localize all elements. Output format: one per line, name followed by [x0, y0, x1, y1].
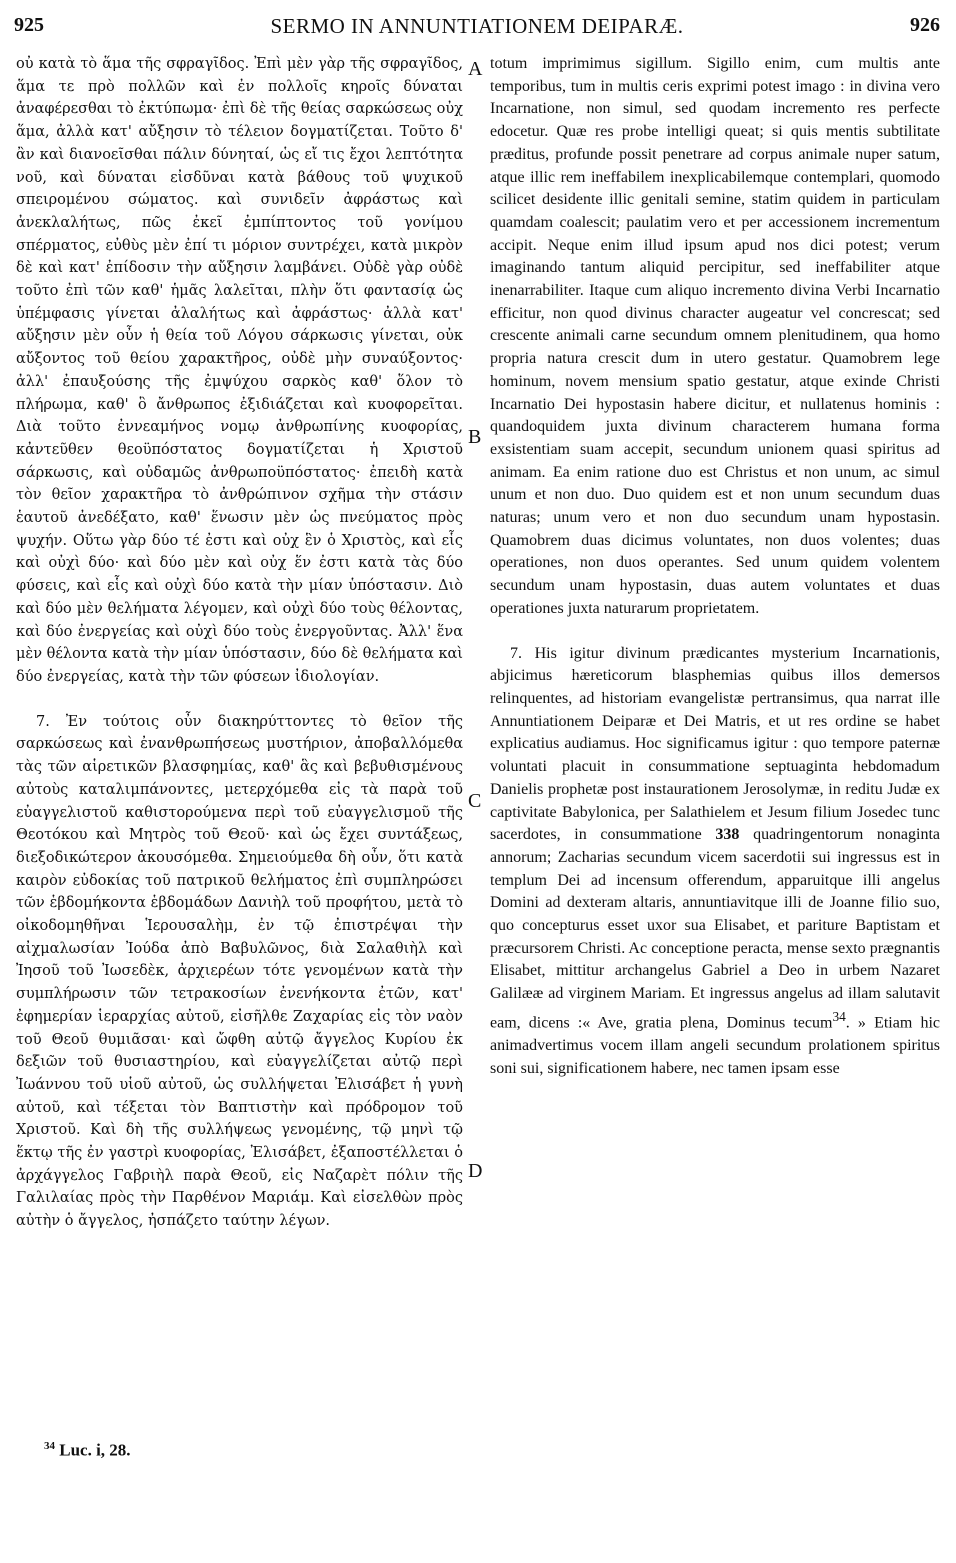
- greek-column: [16, 53, 463, 1233]
- page-number-left: 925: [14, 14, 44, 36]
- latin-paragraph-2: [490, 643, 940, 1081]
- margin-marker-c: C: [468, 790, 482, 812]
- footnote: [44, 1440, 131, 1461]
- latin-p2-text-b: quadringentorum nonaginta annorum; Zacharias secundum vicem sacerdotii sui ingressus est in templum Dei ad incensum offerendum, apparuitque illi angelus Domini ad dexteram altaris, annuntiavitque illi de Joanne filio suo, quo concepturus esset uxor sua Elisabet, et pariture Baptistam et præcursorem Christi. Ac conceptione peracta, mense sexto prægnantis Elisabet, mittitur archangelus Gabriel a Deo in urbem Nazaret Galilææ ad virginem Mariam. Et ingressus angelus ad illam salutavit eam, dicens :« Ave, gratia plena, Dominus tecum: [490, 826, 941, 1032]
- footnote-ref: 34: [832, 1008, 846, 1024]
- footnote-mark: 34: [44, 1440, 55, 1452]
- footnote-text: Luc. i, 28.: [59, 1440, 131, 1460]
- latin-p2-text-a: 7. His igitur divinum prædicantes mysterium Incarnationis, abjicimus hæreticorum blasphemias quibus illos demersos relinquentes, ad historiam evangelistæ pertransimus, qua narrat ille Annuntiationem Deiparæ et Dei Matris, et ut res ordine se habet explicatius audiamus. Hoc significamus igitur : quo tempore paternæ voluntati placuit in consummatione septuaginta hebdomadum Danielis prophetæ post instaurationem Jerosolymæ, in reditu Judæ ex captivitate Babylonica, per Salathielem et Jesum filium Josedec tunc sacerdotes, in consummatione: [490, 644, 940, 844]
- margin-marker-b: B: [468, 426, 482, 448]
- running-title: SERMO IN ANNUNTIATIONEM DEIPARÆ.: [270, 14, 684, 38]
- greek-paragraph-1: οὐ κατὰ τὸ ἅμα τῆς σφραγῖδος. Ἐπὶ μὲν γὰρ τῆς σφραγῖδος, ἅμα τε πρὸ πολλῶν καὶ ἐν πολλοῖς κηροῖς δύναται ἀναφέρεσθαι τὸ ἐκτύπωμα· ἐπὶ δὲ τῆς θείας σαρκώσεως οὐχ ἅμα, ἀλλὰ κατ' αὔξησιν τὸ τέλειον δογματίζεται. Τοῦτο δ' ἂν καὶ διανοεῖσθαι πάλιν δύνηταί, ὡς εἴ τις ἔχοι λεπτότητα νοῦ, καὶ δύναται εἰσδῦναι κατὰ βάθους τοῦ ψυχικοῦ σπειρομένου σώματος. καὶ συνιδεῖν ἀφράστως καὶ ἀνεκλαλήτως, πῶς ἐκεῖ ἐμπίπτοντος τοῦ γονίμου σπέρματος, εὐθὺς μὲν ἐπί τι μόριον συντρέχει, κατὰ μικρὸν δὲ καὶ κατ' ἐπίδοσιν τὴν αὔξησιν λαμβάνει. Οὐδὲ γὰρ οὐδὲ τοῦτο ἐπὶ τῶν καθ' ἡμᾶς λαλεῖται, πλὴν ὅτι φαντασίᾳ ὡς ὑπέμφασις γίνεται ἀλαλήτως καὶ ἀφράστως· ἀλλὰ κατ' αὔξησιν μὲν οὖν ἡ θεία τοῦ Λόγου σάρκωσις γίνεται, οὐκ αὔξοντος τοῦ θείου χαρακτῆρος, οὐδὲ μὴν συναύξοντος· ἀλλ' ἐπαυξούσης τῆς ἐμψύχου σαρκὸς καθ' ὅλον τὸ πλήρωμα, καθ' ὃ ἄνθρωπος ἐξιδιάζεται καὶ κυοφορεῖται. Διὰ τοῦτο ἐννεαμήνος νομῳ ἀνθρωπίνης κυοφορίας, κἀντεῦθεν θεοϋπόστατος δογματίζεται ἡ Χριστοῦ σάρκωσις, καὶ οὐδαμῶς ἀνθρωποϋπόστατος· ἐπειδὴ κατὰ τὸν θεῖον χαρακτῆρα τὸ ἀνθρώπινον σχῆμα τὴν στάσιν ἑαυτοῦ ἀνεδέξατο, καθ' ἕνωσιν μὲν ὡς πνεύματος πρὸς ψυχήν. Οὕτω γὰρ δύο τέ ἐστι καὶ οὐχ ἓν ὁ Χριστὸς, καὶ εἷς καὶ οὐχὶ δύο· καὶ δύο μὲν καὶ οὐχ ἕν ἐστι κατὰ τὰς δύο φύσεις, καὶ εἷς καὶ οὐχὶ δύο κατὰ τὴν μίαν ὑπόστασιν. Διὸ καὶ δύο μὲν θελήματα λέγομεν, καὶ οὐχὶ δύο τοὺς θέλοντας, καὶ δύο ἐνεργείας καὶ οὐχὶ δύο τοὺς ἐνεργοῦντας. Ἀλλ' ἕνα μὲν θέλοντα κατὰ τὴν μίαν ὑπόστασιν, δύο δὲ θελήματα καὶ δύο ἐνεργείας, κατὰ τὴν τῶν φύσεων ἰδιολογίαν.: [16, 56, 463, 685]
- margin-marker-a: A: [468, 58, 483, 80]
- greek-paragraph-2: 7. Ἐν τούτοις οὖν διακηρύττοντες τὸ θεῖον τῆς σαρκώσεως καὶ ἐνανθρωπήσεως μυστήριον, ἀποβαλλόμεθα τὰς τῶν αἱρετικῶν βλασφημίας, καθ' ἃς καὶ βεβυθισμένους αὐτοὺς καταλιμπάνοντες, μετερχόμεθα εἰς τὰ παρὰ τοῦ εὐαγγελιστοῦ καθιστορούμενα περὶ τοῦ εὐαγγελισμοῦ τῆς Θεοτόκου καὶ Μητρὸς τοῦ Θεοῦ· καὶ ὡς ἔχει συντάξεως, διεξοδικώτερον ἀκουσόμεθα. Σημειούμεθα δὴ οὖν, ὅτι κατὰ καιρὸν εὐδοκίας τοῦ πατρικοῦ θελήματος ἐπὶ συμπληρώσει τῶν ἑβδομήκοντα ἑβδομάδων Δανιὴλ τοῦ προφήτου, μετὰ τὸ οἰκοδομηθῆναι Ἱερουσαλὴμ, ἐν τῷ ἐπιστρέψαι τὴν αἰχμαλωσίαν Ἰούδα ἀπὸ Βαβυλῶνος, διὰ Σαλαθιὴλ καὶ Ἰησοῦ τοῦ Ἰωσεδὲκ, ἀρχιερέων τότε γενομένων κατὰ τὴν συμπλήρωσιν τῶν τετρακοσίων ἐνενήκοντα ἐτῶν, κατ' ἐφημερίαν ἱεραρχίας αὐτοῦ, εἰσῆλθε Ζαχαρίας εἰς τὸν ναὸν τοῦ Θεοῦ θυμιᾶσαι· καὶ ὤφθη αὐτῷ ἄγγελος Κυρίου ἐκ δεξιῶν τοῦ θυσιαστηρίου, καὶ εὐαγγελίζεται αὐτῷ περὶ Ἰωάννου τοῦ υἱοῦ αὐτοῦ, ὡς συλλήψεται Ἐλισάβετ ἡ γυνὴ αὐτοῦ, καὶ τέξεται τὸν Βαπτιστὴν καὶ πρόδρομον τοῦ Χριστοῦ. Καὶ δὴ τῆς συλλήψεως γενομένης, τῷ μηνὶ τῷ ἕκτῳ τῆς ἐν γαστρὶ κυοφορίας, Ἐλισάβετ, ἐξαποστέλλεται ὁ ἀρχάγγελος Γαβριὴλ παρὰ Θεοῦ, εἰς Ναζαρὲτ πόλιν τῆς Γαλιλαίας πρὸς τὴν Παρθένον Μαριάμ. Καὶ εἰσελθὼν πρὸς αὐτὴν ὁ ἄγγελος, ἠσπάζετο ταύτην λέγων.: [16, 713, 463, 1230]
- latin-column: [490, 53, 940, 1080]
- latin-paragraph-1: totum imprimimus sigillum. Sigillo enim, cum multis ante temporibus, tum in multis ceris exprimi potest imago : in divina vero Incarnatione, non simul, sed quodam incremento res perfecte edocetur. Quæ res probe intelligi queat; si quis mentis subtilitate præditus, profunde possit penetrare ad corpus animale nuper satum, atque illic rem ineffabilem inexplicabilemque contemplari, quomodo scilicet desidente illic genitali semine, statim quidem in particulam quamdam coalescit; paulatim vero et per accessionem incrementum accipit. Neque enim illud ipsum apud nos dici potest; verum imaginando tantum aliquid percipitur, sed ineffabiliter atque inenarrabiliter. Itaque cum aliquo incremento divina Verbi Incarnatio efficitur, non quod divinus character augeatur vel concrescat; sed crescente animali carne secundum omnem plenitudinem, qua homo propria natura crescit dum in utero gestatur. Quamobrem lege hominum, novem mensium spatio gestatur, atque exinde Christi Incarnatio Dei hypostasin habere dicitur, et nullatenus hominis : quandoquidem juxta divinum characterem humana forma exsistentiam suam accepit, secundum unionem quasi spiritus ad animam. Ea enim ratione duo est Christus et non unum, ac simul unum et non duo. Duo quidem est et non unum secundum duas naturas; unum vero et non duo secundum unam hypostasin. Quamobrem duas dicimus voluntates, non duos volentes; duas operationes, non duos operantes. Sed unum quidem volentem secundum unam hypostasin, duas autem voluntates et duas operationes juxta naturarum proprietatem.: [490, 55, 940, 617]
- page-number-right: 926: [910, 14, 940, 36]
- column-number: 338: [715, 826, 740, 844]
- page-header: [14, 14, 940, 44]
- margin-marker-d: D: [468, 1160, 483, 1182]
- latin-p2-text-c: . » Etiam hic animadvertimus vocem illam angeli secundum prolationem spiritus soni sui, significationem habere, nec tamen ipsam esse: [490, 1014, 940, 1077]
